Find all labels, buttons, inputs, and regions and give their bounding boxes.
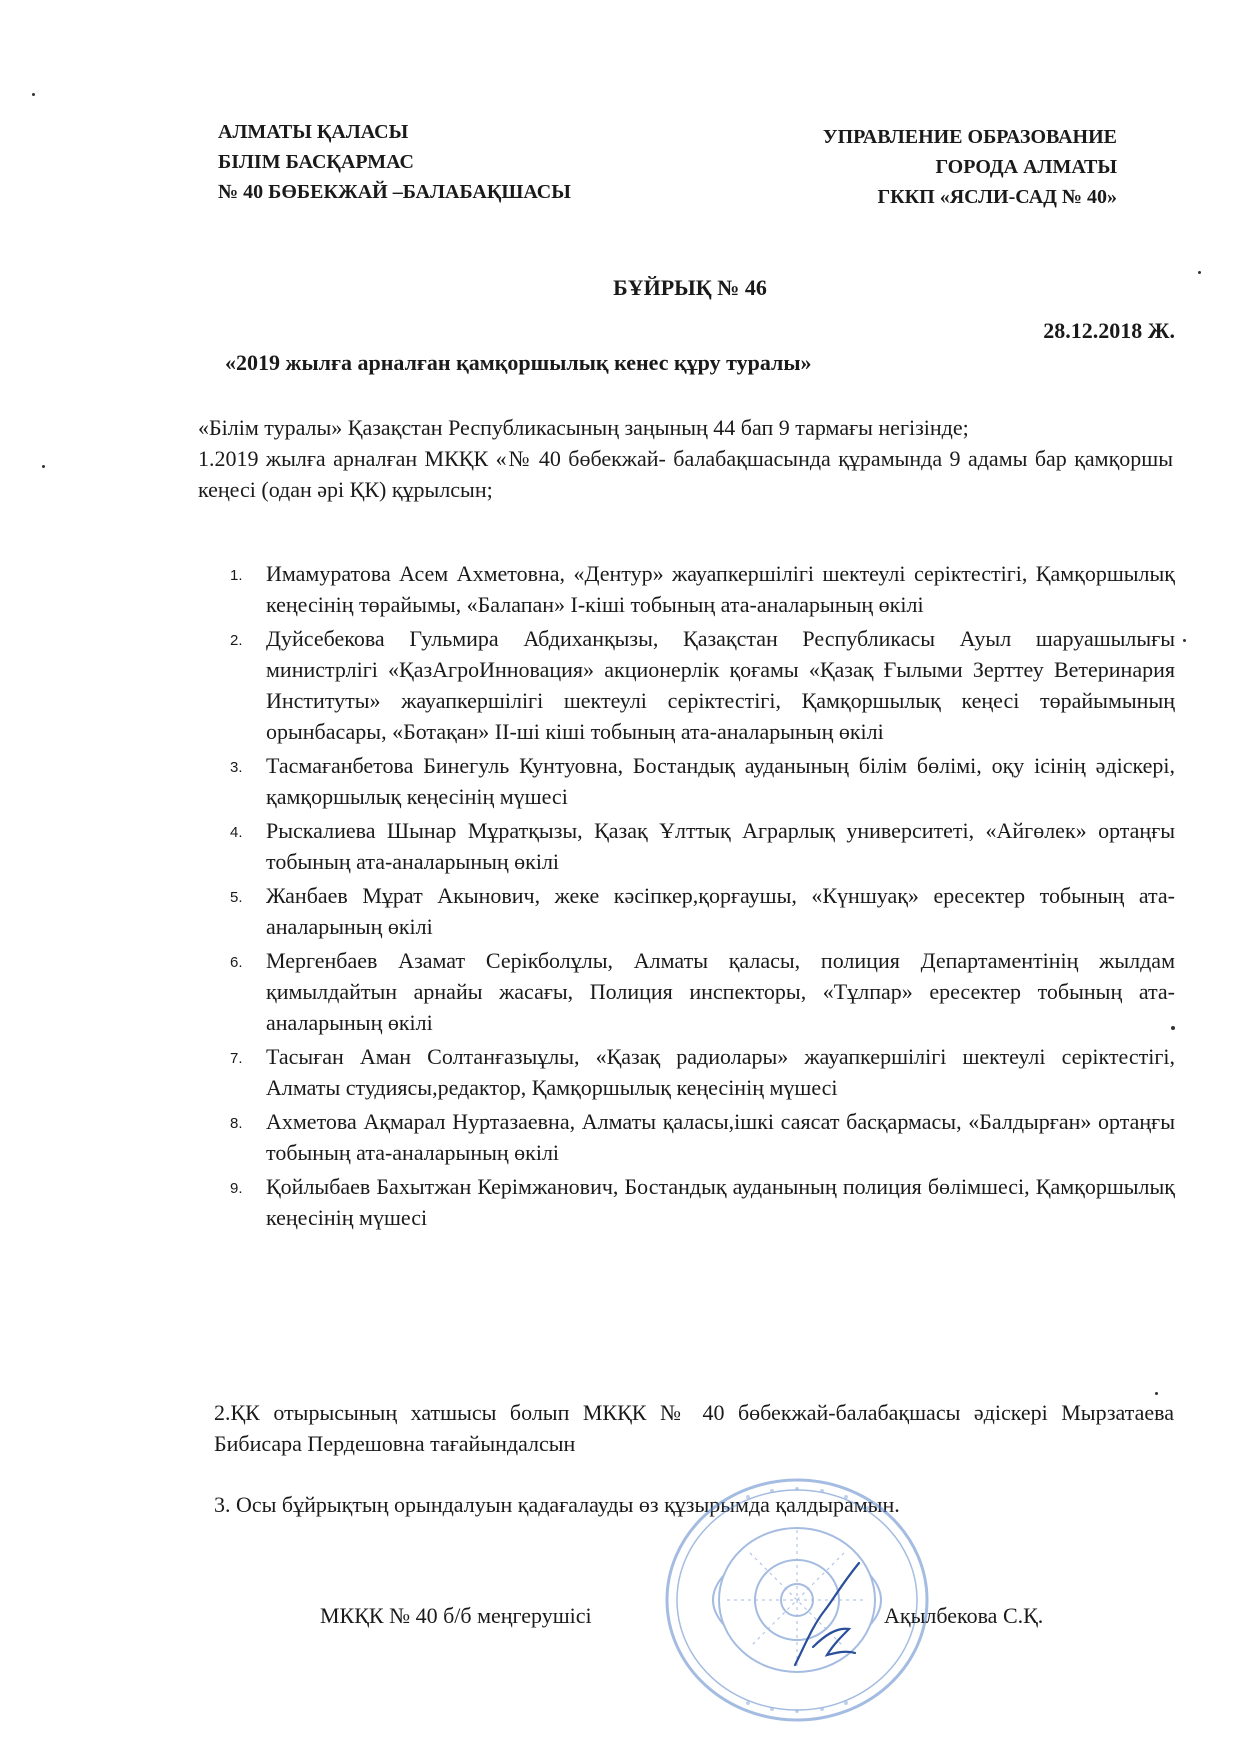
header-right-line-2: ГОРОДА АЛМАТЫ (935, 156, 1117, 178)
list-item (230, 1171, 1175, 1233)
list-item-text: Қойлыбаев Бахытжан Керімжанович, Бостандық ауданының полиция бөлімшесі, Қамқоршылық кеңесінің мүшесі (266, 1174, 1175, 1230)
list-item (230, 558, 1175, 620)
list-item (230, 1106, 1175, 1168)
signatory-name: Ақылбекова С.Қ. (884, 1603, 1044, 1628)
header-kazakh (218, 117, 571, 207)
list-item-number: 8. (230, 1115, 243, 1132)
list-item-number: 3. (230, 759, 243, 776)
list-item-number: 1. (230, 567, 243, 584)
order-subject: «2019 жылға арналған қамқоршылық кенес құру туралы» (225, 350, 812, 375)
list-item (230, 623, 1175, 747)
list-item-text: Мергенбаев Азамат Серікболұлы, Алматы қаласы, полиция Департаментінің жылдам қимылдайтын арнайы жасағы, Полиция инспекторы, «Тұлпар» ересектер тобының ата-аналарының өкілі (266, 948, 1175, 1035)
list-item-text: Дуйсебекова Гульмира Абдиханқызы, Қазақстан Республикасы Ауыл шаруашылығы министрлігі «ҚазАгроИнновация» акционерлік қоғамы «Қазақ Ғылыми Зерттеу Ветеринария Институты» жауапкершілігі шектеулі серіктестігі, Қамқоршылық кеңесі төрайымының орынбасары, «Ботақан» ІІ-ші кіші тобының ата-аналарының өкілі (266, 626, 1175, 744)
header-russian (823, 122, 1117, 212)
list-item-text: Жанбаев Мұрат Акынович, жеке кәсіпкер,қорғаушы, «Күншуақ» ересектер тобының ата-аналарының өкілі (266, 883, 1175, 939)
scan-speck (32, 93, 35, 96)
point-3-paragraph: 3. Осы бұйрықтың орындалуын қадағалауды өз құзырымда қалдырамын. (214, 1492, 900, 1517)
list-item (230, 945, 1175, 1038)
members-list (230, 558, 1175, 1236)
intro-line-1: «Білім туралы» Қазақстан Республикасының заңының 44 бап 9 тармағы негізінде; (198, 415, 969, 440)
list-item-text: Рыскалиева Шынар Мұратқызы, Қазақ Ұлттық Аграрлық университеті, «Айгөлек» ортаңғы тобының ата-аналарының өкілі (266, 818, 1175, 874)
list-item-number: 7. (230, 1050, 243, 1067)
scan-speck (42, 465, 45, 468)
list-item-text: Тасмағанбетова Бинегуль Кунтуовна, Бостандық ауданының білім бөлімі, оқу ісінің әдіскері, қамқоршылық кеңесінің мүшесі (266, 753, 1175, 809)
list-item-number: 4. (230, 824, 243, 841)
intro-paragraph (198, 412, 1173, 505)
list-item-number: 2. (230, 632, 243, 649)
list-item-text: Имамуратова Асем Ахметовна, «Дентур» жауапкершілігі шектеулі серіктестігі, Қамқоршылық кеңесінің төрайымы, «Балапан» І-кіші тобының ата-аналарының өкілі (266, 561, 1175, 617)
list-item (230, 1041, 1175, 1103)
list-item (230, 815, 1175, 877)
list-item (230, 880, 1175, 942)
handwritten-signature-icon (775, 1555, 885, 1675)
scan-speck (1171, 1026, 1175, 1030)
header-left-line-1: АЛМАТЫ ҚАЛАСЫ (218, 121, 409, 143)
scan-speck (1183, 639, 1186, 642)
intro-line-2: 1.2019 жылға арналған МКҚК «№ 40 бөбекжай- балабақшасында құрамында 9 адамы бар қамқоршы кеңесі (одан әрі ҚК) құрылсын; (198, 446, 1173, 502)
list-item-number: 9. (230, 1180, 243, 1197)
list-item-number: 6. (230, 954, 243, 971)
order-date: 28.12.2018 Ж. (1043, 318, 1175, 343)
list-item-text: Ахметова Ақмарал Нуртазаевна, Алматы қаласы,ішкі саясат басқармасы, «Балдырған» ортаңғы тобының ата-аналарының өкілі (266, 1109, 1175, 1165)
header-left-line-3: № 40 БӨБЕКЖАЙ –БАЛАБАҚШАСЫ (218, 181, 571, 203)
order-title: БҰЙРЫҚ № 46 (613, 275, 767, 300)
header-right-line-1: УПРАВЛЕНИЕ ОБРАЗОВАНИЕ (822, 126, 1117, 148)
point-2-paragraph: 2.ҚК отырысының хатшысы болып МКҚК № 40 бөбекжай-балабақшасы әдіскері Мырзатаева Бибисара Пердешовна тағайындалсын (214, 1400, 1174, 1456)
list-item (230, 750, 1175, 812)
scan-speck (1155, 1392, 1158, 1395)
scan-speck (1198, 271, 1201, 274)
list-item-number: 5. (230, 889, 243, 906)
header-left-line-2: БІЛІМ БАСҚАРМАС (218, 151, 414, 173)
header-right-line-3: ГККП «ЯСЛИ-САД № 40» (877, 186, 1117, 208)
list-item-text: Тасыған Аман Солтанғазыұлы, «Қазақ радиолары» жауапкершілігі шектеулі серіктестігі, Алматы студиясы,редактор, Қамқоршылық кеңесінің мүшесі (266, 1044, 1175, 1100)
signatory-title: МКҚК № 40 б/б меңгерушісі (320, 1603, 592, 1628)
